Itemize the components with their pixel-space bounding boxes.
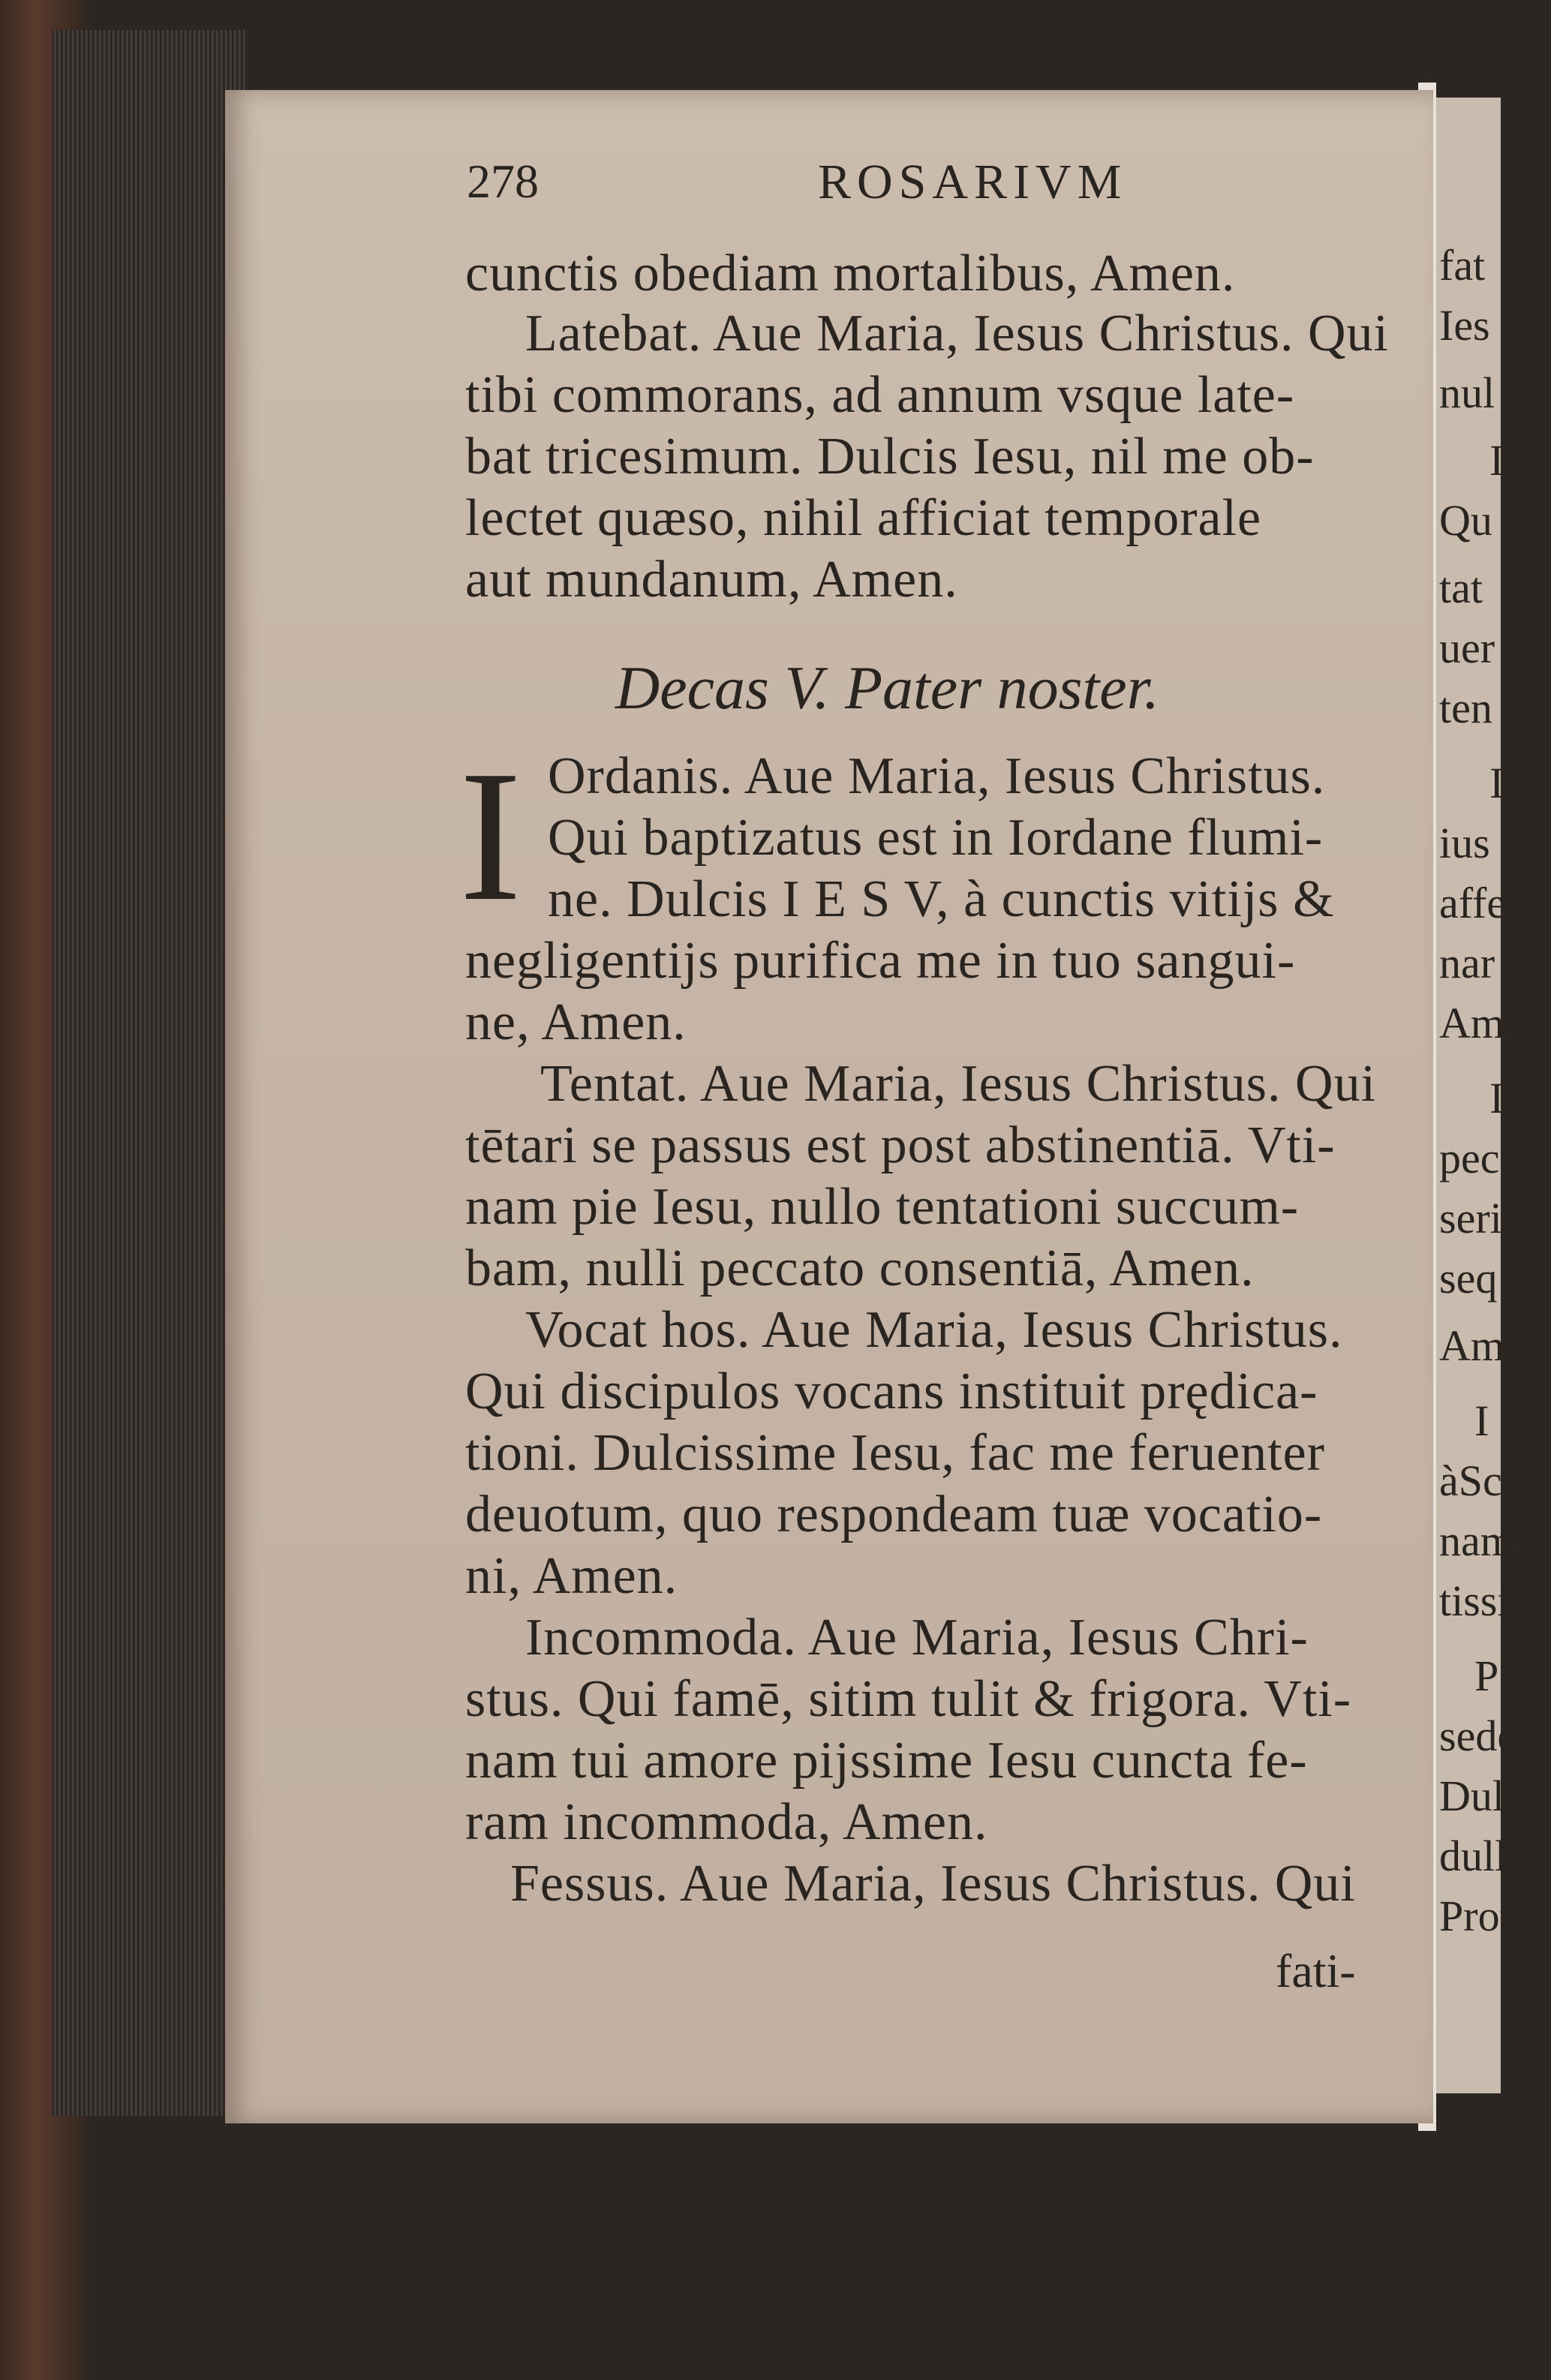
text-line: Qui discipulos vocans instituit prędica-	[465, 1363, 1318, 1420]
text-line: aut mundanum, Amen.	[465, 551, 958, 609]
text-line: deuotum, quo respondeam tuæ vocatio-	[465, 1486, 1323, 1543]
next-page-fragment: fat	[1439, 241, 1486, 290]
text-line: nam tui amore pijssime Iesu cuncta fe-	[465, 1732, 1308, 1790]
text-line: Incommoda. Aue Maria, Iesus Chri-	[525, 1609, 1309, 1666]
text-line: ram incommoda, Amen.	[465, 1793, 988, 1851]
text-line: tioni. Dulcissime Iesu, fac me feruenter	[465, 1424, 1325, 1482]
next-page-fragment: tat	[1439, 563, 1483, 612]
drop-cap: I	[459, 732, 522, 940]
next-page-fragment: nam	[1439, 1516, 1514, 1565]
next-page-fragment: ius	[1439, 819, 1490, 867]
page-stack	[53, 30, 248, 2116]
text-line: Tentat. Aue Maria, Iesus Christus. Qui	[540, 1055, 1377, 1113]
next-page-fragment: seri	[1439, 1194, 1502, 1243]
next-page-fragment: dull	[1439, 1832, 1507, 1880]
page-number: 278	[467, 155, 539, 208]
next-page-fragment: I	[1489, 436, 1504, 485]
text-line: nam pie Iesu, nullo tentationi succum-	[465, 1178, 1300, 1236]
next-page-fragment: uer	[1439, 624, 1495, 672]
next-page-fragment: Qu	[1439, 496, 1492, 545]
running-title: ROSARIVM	[818, 155, 1128, 209]
next-page-fragment: pec	[1439, 1134, 1500, 1182]
catchword: fati-	[1276, 1944, 1356, 1997]
text-line: Latebat. Aue Maria, Iesus Christus. Qui	[525, 305, 1390, 362]
next-page-fragment: àSc	[1439, 1456, 1502, 1505]
text-line: ne. Dulcis I E S V, à cunctis vitijs &	[548, 870, 1335, 928]
next-page-fragment: affe	[1439, 879, 1507, 927]
next-page-fragment: Am	[1439, 999, 1504, 1047]
text-line: stus. Qui famē, sitim tulit & frigora. Vti-	[465, 1670, 1352, 1728]
section-heading: Decas V. Pater noster.	[615, 654, 1160, 722]
text-line: negligentijs purifica me in tuo sangui-	[465, 932, 1296, 990]
text-line: bam, nulli peccato consentiā, Amen.	[465, 1240, 1255, 1297]
text-line: ni, Amen.	[465, 1547, 678, 1605]
next-page-fragment: P	[1474, 1651, 1499, 1700]
next-page-fragment: I	[1489, 1074, 1504, 1122]
next-page-fragment: I	[1474, 1396, 1489, 1445]
text-line: Vocat hos. Aue Maria, Iesus Christus.	[525, 1301, 1343, 1359]
text-line: Qui baptizatus est in Iordane flumi-	[548, 809, 1324, 867]
next-page-fragment: ten	[1439, 684, 1492, 732]
next-page-fragment: nar	[1439, 939, 1495, 987]
next-page-fragment: nul	[1439, 368, 1495, 417]
next-page-fragment: Dul	[1439, 1771, 1504, 1820]
text-line: Fessus. Aue Maria, Iesus Christus. Qui	[510, 1855, 1356, 1913]
next-page-fragment: tissi	[1439, 1576, 1510, 1625]
next-page-fragment: Am	[1439, 1321, 1504, 1370]
text-line: tētari se passus est post abstinentiā. Vti-	[465, 1116, 1336, 1174]
text-line: ne, Amen.	[465, 993, 687, 1051]
text-line: cunctis obediam mortalibus, Amen.	[465, 245, 1236, 302]
text-line: lectet quæso, nihil afficiat temporale	[465, 489, 1262, 547]
next-page-fragment: I	[1489, 759, 1504, 807]
next-page-fragment: Ies	[1439, 301, 1490, 350]
text-line: Ordanis. Aue Maria, Iesus Christus.	[548, 747, 1326, 805]
next-page-fragment: sedē	[1439, 1711, 1517, 1760]
text-line: bat tricesimum. Dulcis Iesu, nil me ob-	[465, 428, 1315, 485]
next-page-fragment: Prot	[1439, 1892, 1512, 1940]
text-line: tibi commorans, ad annum vsque late-	[465, 366, 1295, 424]
next-page-fragment: seq	[1439, 1254, 1498, 1303]
